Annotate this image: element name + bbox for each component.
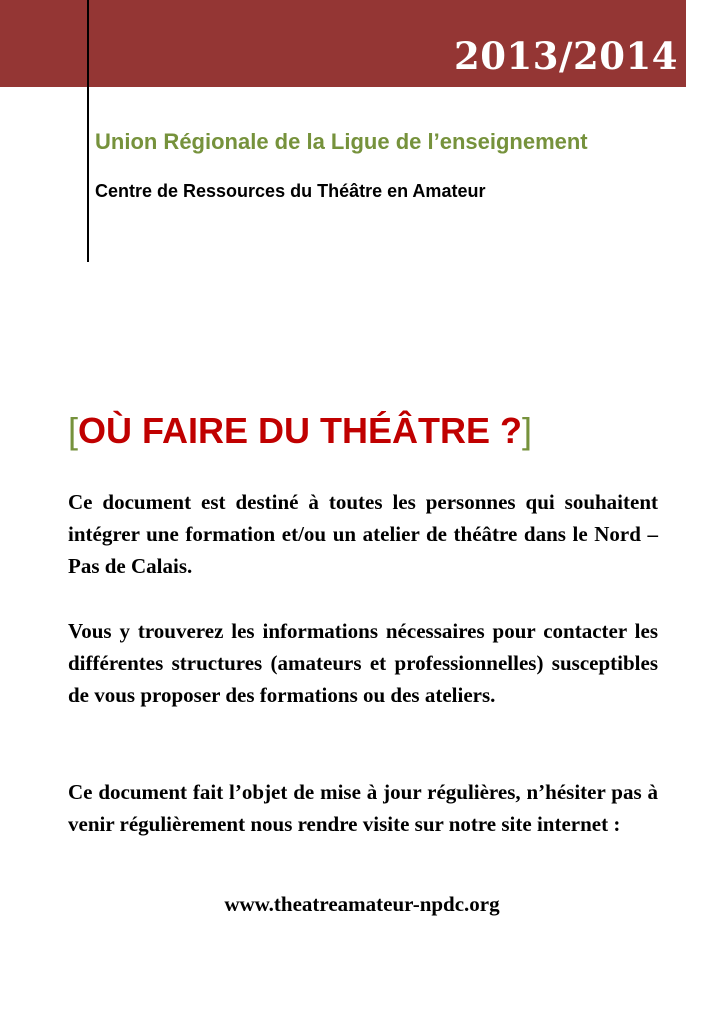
header-year: 2013/2014	[454, 34, 678, 78]
vertical-rule	[87, 0, 89, 262]
title-bracket-open: [	[68, 410, 79, 451]
website-link[interactable]: www.theatreamateur-npdc.org	[224, 892, 500, 916]
title-text: OÙ FAIRE DU THÉÂTRE ?	[78, 410, 523, 451]
title-bracket-close: ]	[522, 410, 533, 451]
update-paragraph: Ce document fait l’objet de mise à jour régulières, n’hésiter pas à venir régulièrement nous rendre visite sur notre site internet :	[68, 780, 658, 836]
intro-paragraph: Ce document est destiné à toutes les personnes qui souhaitent intégrer une formation et/ou un atelier de théâtre dans le Nord – Pas de Calais.	[68, 490, 658, 578]
organization-subtitle: Centre de Ressources du Théâtre en Amateur	[95, 181, 486, 201]
organization-name: Union Régionale de la Ligue de l’enseignement	[95, 129, 588, 154]
header-band	[0, 0, 686, 87]
info-paragraph: Vous y trouverez les informations nécessaires pour contacter les différentes structures (amateurs et professionnelles) susceptibles de vous proposer des formations ou des ateliers.	[68, 619, 658, 707]
page-title	[68, 411, 532, 451]
